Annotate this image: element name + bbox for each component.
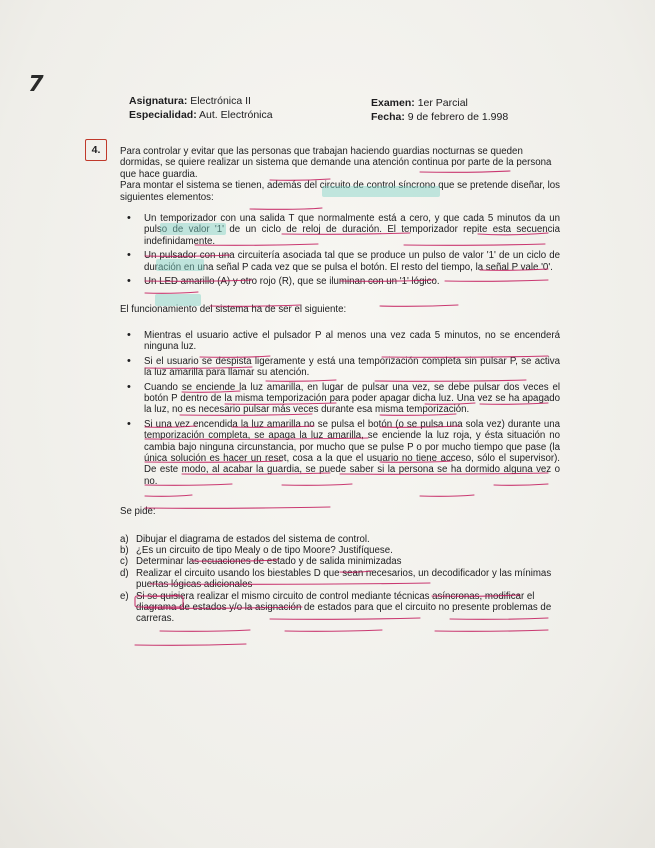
request-marker: a) xyxy=(120,533,129,545)
request-marker: e) xyxy=(120,590,129,602)
underline-mark xyxy=(135,644,246,645)
intro-paragraph-2: Para montar el sistema se tienen, además del circuito de control síncrono que se pretende diseñar, los siguientes elementos: xyxy=(120,180,560,203)
fecha-label: Fecha: xyxy=(371,111,405,123)
request-item xyxy=(120,591,560,625)
especialidad-label: Especialidad: xyxy=(129,109,197,121)
request-text: Si se quisiera realizar el mismo circuito de control mediante técnicas asíncronas, modificar el diagrama de estados y/o la asignación de estados para que el circuito no presente problemas de carreras. xyxy=(136,590,552,625)
fecha-value: 9 de febrero de 1.998 xyxy=(407,111,509,123)
asignatura-value: Electrónica II xyxy=(190,95,251,107)
intro-paragraph-1: Para controlar y evitar que las personas que trabajan haciendo guardias nocturnas se queden dormidas, se quiere realizar un sistema que demande una atención continua por parte de la persona que hace guardia. xyxy=(120,146,552,180)
header-left xyxy=(129,94,273,122)
especialidad-value: Aut. Electrónica xyxy=(199,109,273,121)
requests-list xyxy=(120,534,560,625)
list-item: • Un temporizador con una salida T que normalmente está a cero, y que cada 5 minutos da un pulso de valor '1' de un ciclo de reloj de duración. El temporizador repite esta secuencia indefinidamente. xyxy=(120,213,560,247)
header-right xyxy=(371,96,508,124)
request-item xyxy=(120,534,560,545)
question-number-box: 4. xyxy=(85,139,107,161)
elements-list xyxy=(120,213,560,287)
list-item: • Si una vez encendida la luz amarilla no se pulsa el botón (o se pulsa una sola vez) durante una temporización completa, se apaga la luz amarilla, se enciende la luz roja, y ésta situación no cambia bajo ninguna circunstancia, por mucho que se pulse P o por mucho tiempo que pase (la única solución es hacer un reset, cosa a la que el usuario no tiene acceso, sólo el supervisor). De este modo, al acabar la guardia, se puede saber si la persona se ha dormido alguna vez o no. xyxy=(120,419,560,487)
asignatura-label: Asignatura: xyxy=(129,95,188,107)
handwritten-corner-mark: 7 xyxy=(25,72,46,97)
request-text: ¿Es un circuito de tipo Mealy o de tipo Moore? Justifíquese. xyxy=(136,544,393,556)
underline-mark xyxy=(435,630,548,631)
underline-mark xyxy=(160,630,250,631)
request-item xyxy=(120,556,560,567)
request-text: Determinar las ecuaciones de estado y de salida minimizadas xyxy=(136,556,402,568)
underline-mark xyxy=(285,630,382,631)
examen-value: 1er Parcial xyxy=(417,97,468,109)
list-item: • Un LED amarillo (A) y otro rojo (R), que se iluminan con un '1' lógico. xyxy=(120,276,560,287)
list-item: • Un pulsador con una circuitería asociada tal que se produce un pulso de valor '1' de un ciclo de duración en una señal P cada vez que se pulsa el botón. El resto del tiempo, la señal P vale '0'. xyxy=(120,250,560,273)
request-text: Dibujar el diagrama de estados del sistema de control. xyxy=(136,533,370,545)
functioning-title: El funcionamiento del sistema ha de ser el siguiente: xyxy=(120,304,347,316)
request-item xyxy=(120,545,560,556)
request-marker: b) xyxy=(120,544,129,556)
request-text: Realizar el circuito usando los biestables D que sean necesarios, un decodificador y las mínimas puertas lógicas adicionales xyxy=(136,567,552,591)
request-item xyxy=(120,568,560,591)
request-marker: d) xyxy=(120,567,129,579)
functioning-list xyxy=(120,330,560,487)
list-item: • Cuando se enciende la luz amarilla, en lugar de pulsar una vez, se debe pulsar dos veces el botón P dentro de la misma temporización para poder apagar dicha luz. Una vez se ha apagado la luz, no es necesario pulsar más veces durante esa misma temporización. xyxy=(120,382,560,416)
examen-label: Examen: xyxy=(371,97,415,109)
list-item: • Mientras el usuario active el pulsador P al menos una vez cada 5 minutos, no se encenderá ninguna luz. xyxy=(120,330,560,353)
exam-question-body xyxy=(120,146,560,625)
requests-title: Se pide: xyxy=(120,506,156,518)
list-item: • Si el usuario se despista ligeramente y está una temporización completa sin pulsar P, se activa la luz amarilla para llamar su atención. xyxy=(120,356,560,379)
request-marker: c) xyxy=(120,556,129,568)
